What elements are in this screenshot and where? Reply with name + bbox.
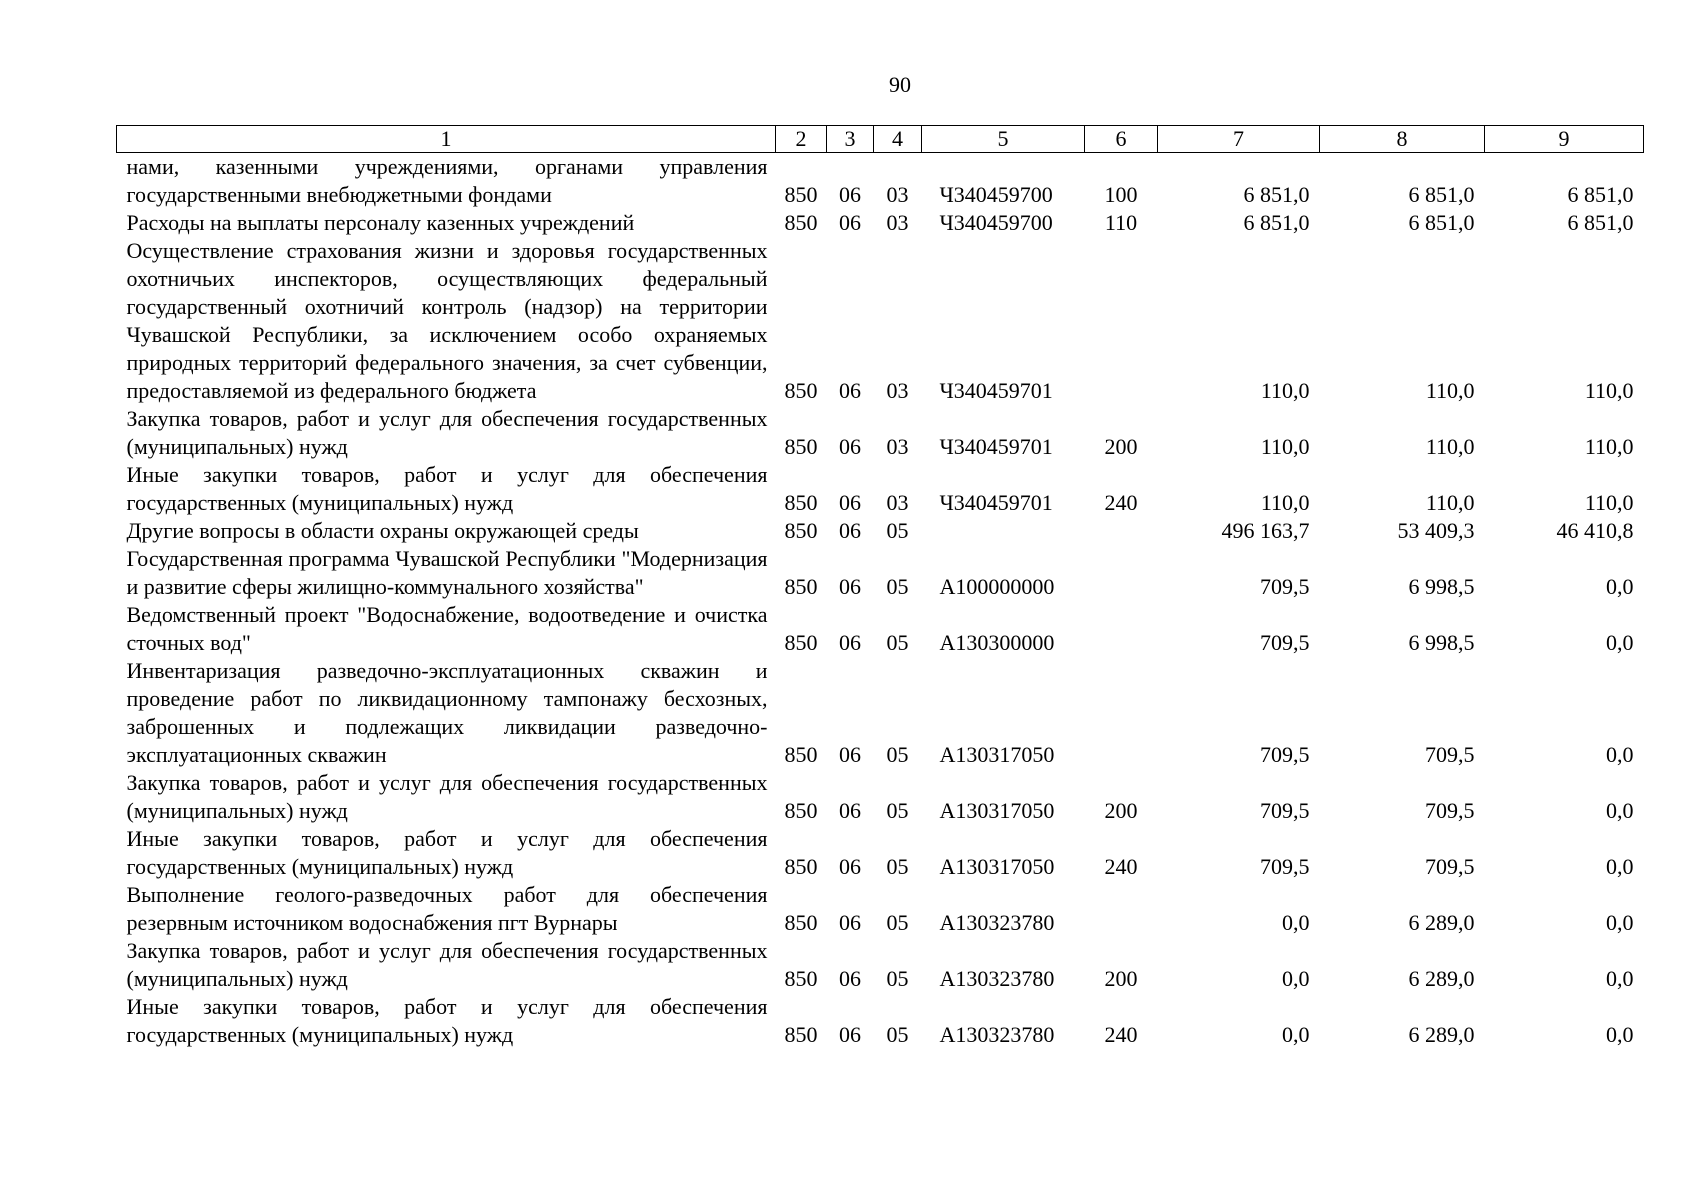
row-subsection: 05 bbox=[886, 798, 909, 823]
row-amount-1: 110,0 bbox=[1260, 434, 1310, 459]
table-row bbox=[117, 825, 1644, 881]
row-amount-2: 53 409,3 bbox=[1397, 518, 1475, 543]
row-amount-1: 709,5 bbox=[1260, 742, 1310, 767]
row-description: Расходы на выплаты персоналу казенных учреждений bbox=[126, 210, 635, 235]
row-target-code: А130317050 bbox=[939, 798, 1055, 823]
row-amount-3: 110,0 bbox=[1584, 490, 1634, 515]
row-section: 06 bbox=[839, 966, 861, 991]
row-amount-3: 0,0 bbox=[1606, 630, 1634, 655]
row-description: Другие вопросы в области охраны окружающей среды bbox=[126, 518, 639, 543]
row-grbs: 850 bbox=[784, 490, 818, 515]
row-amount-3: 0,0 bbox=[1606, 910, 1634, 935]
row-amount-3: 110,0 bbox=[1584, 378, 1634, 403]
row-amount-2: 6 998,5 bbox=[1408, 574, 1475, 599]
page-number: 90 bbox=[889, 72, 911, 97]
row-grbs: 850 bbox=[784, 630, 818, 655]
table-row bbox=[117, 461, 1644, 517]
row-target-code: Ч340459700 bbox=[939, 182, 1053, 207]
row-description: Закупка товаров, работ и услуг для обеспечения государственных (муниципальных) нужд bbox=[126, 406, 768, 459]
row-expense-type: 200 bbox=[1104, 434, 1138, 459]
row-grbs: 850 bbox=[784, 210, 818, 235]
row-amount-3: 0,0 bbox=[1606, 1022, 1634, 1047]
row-grbs: 850 bbox=[784, 518, 818, 543]
row-subsection: 03 bbox=[886, 378, 909, 403]
row-grbs: 850 bbox=[784, 854, 818, 879]
row-subsection: 05 bbox=[886, 1022, 909, 1047]
row-section: 06 bbox=[839, 742, 861, 767]
row-section: 06 bbox=[839, 490, 861, 515]
row-amount-3: 0,0 bbox=[1606, 574, 1634, 599]
column-header-6: 6 bbox=[1085, 126, 1158, 153]
row-amount-3: 0,0 bbox=[1606, 742, 1634, 767]
row-target-code: Ч340459701 bbox=[939, 490, 1053, 515]
column-header-8: 8 bbox=[1320, 126, 1485, 153]
row-amount-3: 0,0 bbox=[1606, 798, 1634, 823]
header-row bbox=[117, 126, 1644, 153]
table-row bbox=[117, 237, 1644, 405]
column-header-5: 5 bbox=[922, 126, 1085, 153]
row-expense-type: 110 bbox=[1104, 210, 1138, 235]
row-expense-type: 240 bbox=[1104, 490, 1138, 515]
row-expense-type bbox=[1085, 601, 1158, 657]
row-target-code: Ч340459701 bbox=[939, 378, 1053, 403]
row-expense-type bbox=[1085, 657, 1158, 769]
row-subsection: 03 bbox=[886, 490, 909, 515]
table-header bbox=[117, 126, 1644, 153]
row-target-code: А100000000 bbox=[939, 574, 1055, 599]
table-row bbox=[117, 545, 1644, 601]
table-row bbox=[117, 881, 1644, 937]
row-subsection: 05 bbox=[886, 574, 909, 599]
column-header-4: 4 bbox=[874, 126, 922, 153]
row-subsection: 05 bbox=[886, 742, 909, 767]
row-section: 06 bbox=[839, 910, 861, 935]
row-expense-type: 240 bbox=[1104, 1022, 1138, 1047]
row-amount-2: 6 289,0 bbox=[1408, 966, 1475, 991]
row-amount-3: 0,0 bbox=[1606, 854, 1634, 879]
row-description: Государственная программа Чувашской Республики "Модернизация и развитие сферы жилищно-коммунального хозяйства" bbox=[126, 546, 768, 599]
row-amount-2: 6 289,0 bbox=[1408, 1022, 1475, 1047]
row-description: Закупка товаров, работ и услуг для обеспечения государственных (муниципальных) нужд bbox=[126, 938, 768, 991]
row-section: 06 bbox=[839, 210, 861, 235]
row-target-code bbox=[922, 517, 1085, 545]
table-row bbox=[117, 153, 1644, 210]
row-grbs: 850 bbox=[784, 798, 818, 823]
row-amount-1: 709,5 bbox=[1260, 574, 1310, 599]
row-expense-type: 240 bbox=[1104, 854, 1138, 879]
row-subsection: 03 bbox=[886, 434, 909, 459]
row-target-code: А130300000 bbox=[939, 630, 1055, 655]
row-target-code: А130317050 bbox=[939, 742, 1055, 767]
row-section: 06 bbox=[839, 798, 861, 823]
row-target-code: А130317050 bbox=[939, 854, 1055, 879]
row-expense-type bbox=[1085, 237, 1158, 405]
table-row bbox=[117, 405, 1644, 461]
row-section: 06 bbox=[839, 630, 861, 655]
row-description: Инвентаризация разведочно-эксплуатационных скважин и проведение работ по ликвидационному тампонажу бесхозных, заброшенных и подлежащих ликвидации разведочно-эксплуатационных скважин bbox=[126, 658, 768, 767]
row-amount-2: 6 851,0 bbox=[1408, 182, 1475, 207]
row-expense-type: 200 bbox=[1104, 798, 1138, 823]
row-subsection: 03 bbox=[886, 182, 909, 207]
column-header-3: 3 bbox=[827, 126, 874, 153]
row-grbs: 850 bbox=[784, 742, 818, 767]
row-amount-3: 6 851,0 bbox=[1567, 182, 1634, 207]
row-amount-3: 46 410,8 bbox=[1556, 518, 1634, 543]
row-amount-1: 6 851,0 bbox=[1243, 182, 1310, 207]
row-description: Иные закупки товаров, работ и услуг для обеспечения государственных (муниципальных) нужд bbox=[126, 462, 768, 515]
row-description: Осуществление страхования жизни и здоровья государственных охотничьих инспекторов, осуществляющих федеральный государственный охотничий контроль (надзор) на территории Чувашской Республики, за исключением особо охраняемых природных территорий федерального значения, за счет субвенции, предоставляемой из федерального бюджета bbox=[126, 238, 768, 403]
row-amount-3: 6 851,0 bbox=[1567, 210, 1634, 235]
row-subsection: 05 bbox=[886, 966, 909, 991]
row-amount-1: 709,5 bbox=[1260, 630, 1310, 655]
row-amount-1: 0,0 bbox=[1282, 966, 1310, 991]
row-grbs: 850 bbox=[784, 434, 818, 459]
row-description: нами, казенными учреждениями, органами управления государственными внебюджетными фондами bbox=[126, 154, 768, 207]
row-amount-2: 709,5 bbox=[1425, 854, 1475, 879]
row-amount-3: 110,0 bbox=[1584, 434, 1634, 459]
budget-table bbox=[116, 125, 1644, 1049]
row-description: Выполнение геолого-разведочных работ для обеспечения резервным источником водоснабжения пгт Вурнары bbox=[126, 882, 768, 935]
row-expense-type: 200 bbox=[1104, 966, 1138, 991]
row-expense-type bbox=[1085, 881, 1158, 937]
column-header-1: 1 bbox=[117, 126, 776, 153]
row-section: 06 bbox=[839, 1022, 861, 1047]
column-header-9: 9 bbox=[1485, 126, 1644, 153]
row-grbs: 850 bbox=[784, 574, 818, 599]
row-subsection: 05 bbox=[886, 630, 909, 655]
table-body bbox=[117, 153, 1644, 1050]
row-expense-type bbox=[1085, 545, 1158, 601]
row-section: 06 bbox=[839, 434, 861, 459]
column-header-7: 7 bbox=[1158, 126, 1320, 153]
row-amount-2: 110,0 bbox=[1425, 378, 1475, 403]
row-grbs: 850 bbox=[784, 1022, 818, 1047]
row-section: 06 bbox=[839, 378, 861, 403]
row-amount-2: 6 289,0 bbox=[1408, 910, 1475, 935]
row-amount-2: 110,0 bbox=[1425, 490, 1475, 515]
row-target-code: А130323780 bbox=[939, 910, 1055, 935]
row-amount-3: 0,0 bbox=[1606, 966, 1634, 991]
row-amount-2: 709,5 bbox=[1425, 798, 1475, 823]
table-row bbox=[117, 993, 1644, 1049]
row-section: 06 bbox=[839, 854, 861, 879]
column-header-2: 2 bbox=[776, 126, 827, 153]
row-expense-type: 100 bbox=[1104, 182, 1138, 207]
row-expense-type bbox=[1085, 517, 1158, 545]
row-target-code: А130323780 bbox=[939, 1022, 1055, 1047]
row-grbs: 850 bbox=[784, 966, 818, 991]
row-amount-2: 709,5 bbox=[1425, 742, 1475, 767]
row-subsection: 05 bbox=[886, 910, 909, 935]
row-amount-1: 709,5 bbox=[1260, 854, 1310, 879]
row-amount-2: 110,0 bbox=[1425, 434, 1475, 459]
row-amount-1: 496 163,7 bbox=[1221, 518, 1310, 543]
row-amount-1: 0,0 bbox=[1282, 1022, 1310, 1047]
table-row bbox=[117, 937, 1644, 993]
table-row bbox=[117, 209, 1644, 237]
row-amount-1: 110,0 bbox=[1260, 490, 1310, 515]
row-section: 06 bbox=[839, 182, 861, 207]
row-grbs: 850 bbox=[784, 910, 818, 935]
row-amount-2: 6 851,0 bbox=[1408, 210, 1475, 235]
row-description: Закупка товаров, работ и услуг для обеспечения государственных (муниципальных) нужд bbox=[126, 770, 768, 823]
row-amount-1: 0,0 bbox=[1282, 910, 1310, 935]
row-amount-1: 709,5 bbox=[1260, 798, 1310, 823]
row-description: Иные закупки товаров, работ и услуг для обеспечения государственных (муниципальных) нужд bbox=[126, 994, 768, 1047]
row-target-code: Ч340459700 bbox=[939, 210, 1053, 235]
row-description: Ведомственный проект "Водоснабжение, водоотведение и очистка сточных вод" bbox=[126, 602, 768, 655]
row-subsection: 05 bbox=[886, 854, 909, 879]
table-row bbox=[117, 517, 1644, 545]
table-row bbox=[117, 769, 1644, 825]
row-target-code: А130323780 bbox=[939, 966, 1055, 991]
row-section: 06 bbox=[839, 518, 861, 543]
row-amount-1: 6 851,0 bbox=[1243, 210, 1310, 235]
row-target-code: Ч340459701 bbox=[939, 434, 1053, 459]
row-amount-2: 6 998,5 bbox=[1408, 630, 1475, 655]
row-amount-1: 110,0 bbox=[1260, 378, 1310, 403]
row-subsection: 03 bbox=[886, 210, 909, 235]
table-row bbox=[117, 601, 1644, 657]
row-section: 06 bbox=[839, 574, 861, 599]
row-grbs: 850 bbox=[784, 182, 818, 207]
table-row bbox=[117, 657, 1644, 769]
row-subsection: 05 bbox=[886, 518, 909, 543]
row-grbs: 850 bbox=[784, 378, 818, 403]
row-description: Иные закупки товаров, работ и услуг для обеспечения государственных (муниципальных) нужд bbox=[126, 826, 768, 879]
